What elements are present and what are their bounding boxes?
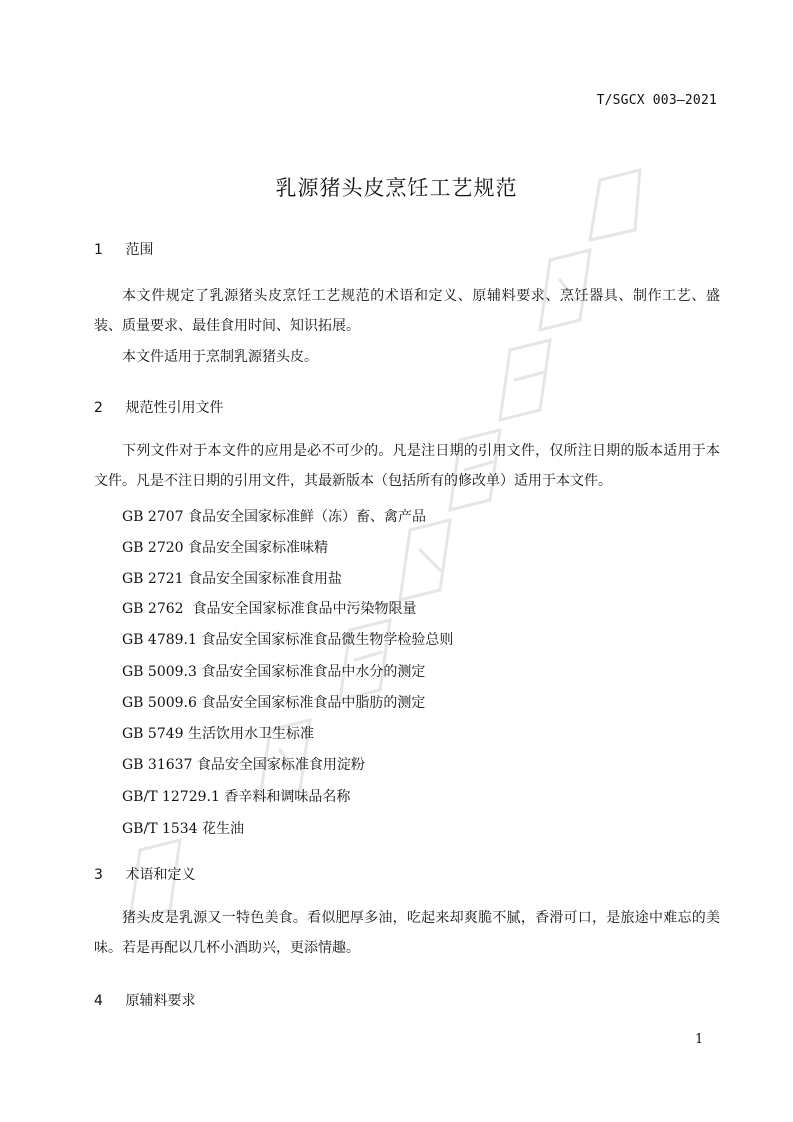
reference-item: GB/T 12729.1 香辛料和调味品名称 (122, 789, 351, 805)
section-title: 范围 (125, 242, 154, 258)
reference-item: GB 2707 食品安全国家标准鲜（冻）畜、禽产品 (122, 509, 426, 525)
section-heading-terms-definitions (94, 864, 195, 884)
document-title: 乳源猪头皮烹饪工艺规范 (275, 176, 518, 200)
section-number: 1 (94, 242, 103, 258)
section-number: 3 (94, 867, 103, 883)
paragraph: 本文件适用于烹制乳源猪头皮。 (122, 349, 318, 365)
section-heading-normative-references (94, 397, 223, 417)
section-number: 4 (94, 993, 103, 1009)
reference-item: GB 2762 食品安全国家标准食品中污染物限量 (122, 601, 417, 617)
reference-item: GB 4789.1 食品安全国家标准食品微生物学检验总则 (122, 632, 454, 648)
reference-item: GB/T 1534 花生油 (122, 821, 245, 837)
paragraph: 本文件规定了乳源猪头皮烹饪工艺规范的术语和定义、原辅料要求、烹饪器具、制作工艺、盛装、质量要求、最佳食用时间、知识拓展。 (94, 288, 720, 334)
section-number: 2 (94, 400, 103, 416)
document-code: T/SGCX 003—2021 (596, 93, 717, 108)
reference-item: GB 2721 食品安全国家标准食用盐 (122, 571, 343, 587)
section-heading-scope (94, 239, 153, 259)
reference-item: GB 5009.6 食品安全国家标准食品中脂肪的测定 (122, 695, 426, 711)
reference-item: GB 5749 生活饮用水卫生标准 (122, 726, 315, 742)
section-title: 规范性引用文件 (125, 400, 224, 416)
paragraph: 下列文件对于本文件的应用是必不可少的。凡是注日期的引用文件，仅所注日期的版本适用于本文件。凡是不注日期的引用文件，其最新版本（包括所有的修改单）适用于本文件。 (94, 443, 720, 489)
paragraph: 猪头皮是乳源又一特色美食。看似肥厚多油，吃起来却爽脆不腻，香滑可口，是旅途中难忘的美味。若是再配以几杯小酒助兴，更添情趣。 (94, 910, 720, 956)
reference-item: GB 5009.3 食品安全国家标准食品中水分的测定 (122, 664, 426, 680)
page-number: 1 (695, 1032, 704, 1047)
section-title: 原辅料要求 (125, 993, 196, 1009)
section-heading-raw-materials (94, 990, 195, 1010)
reference-item: GB 2720 食品安全国家标准味精 (122, 540, 329, 556)
section-title: 术语和定义 (125, 867, 196, 883)
reference-item: GB 31637 食品安全国家标准食用淀粉 (122, 757, 365, 773)
